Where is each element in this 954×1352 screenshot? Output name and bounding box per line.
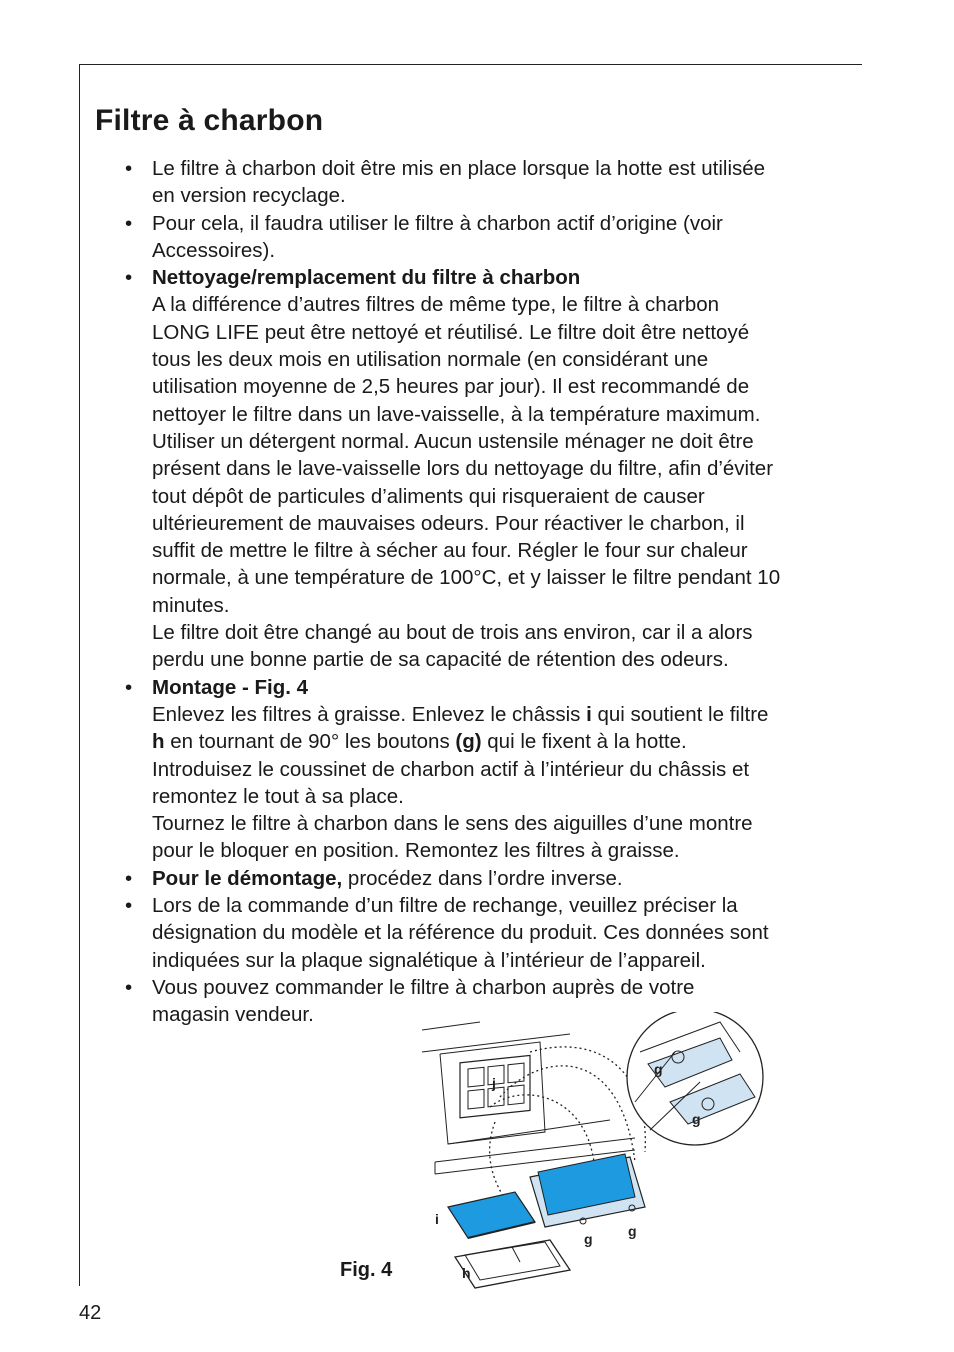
list-item-cleaning xyxy=(125,264,837,673)
text-line: indiquées sur la plaque signalétique à l’intérieur de l’appareil. xyxy=(152,948,706,972)
bullet: • xyxy=(125,894,133,918)
cleaning-heading: Nettoyage/remplacement du filtre à charbon xyxy=(152,266,581,290)
label-g: g xyxy=(628,1223,637,1239)
text-line: Le filtre doit être changé au bout de trois ans environ, car il a alors xyxy=(152,621,753,645)
text-line: présent dans le lave-vaisselle lors du nettoyage du filtre, afin d’éviter xyxy=(152,457,774,481)
instructions-list xyxy=(125,155,837,1029)
label-h: h xyxy=(462,1265,471,1281)
label-g: g xyxy=(692,1111,701,1127)
section-heading xyxy=(152,674,837,701)
text-line: pour le bloquer en position. Remontez les filtres à graisse. xyxy=(152,839,680,863)
bullet: • xyxy=(125,157,133,180)
text-line: Introduisez le coussinet de charbon actif à l’intérieur du châssis et xyxy=(152,757,750,781)
bullet: • xyxy=(125,975,133,999)
text-line: normale, à une température de 100°C, et y laisser le filtre pendant 10 xyxy=(152,566,781,590)
section-heading xyxy=(152,264,837,291)
text-line: Le filtre à charbon doit être mis en place lorsque la hotte est utilisée xyxy=(152,157,766,180)
text-line: ultérieurement de mauvaises odeurs. Pour réactiver le charbon, il xyxy=(152,511,745,535)
text-line: Pour cela, il faudra utiliser le filtre à charbon actif d’origine (voir xyxy=(152,211,723,235)
label-j: j xyxy=(492,1075,496,1091)
text-line: Vous pouvez commander le filtre à charbon auprès de votre xyxy=(152,975,695,999)
text-line: Accessoires). xyxy=(152,238,276,262)
text-line: suffit de mettre le filtre à sécher au four. Régler le four sur chaleur xyxy=(152,539,748,563)
bullet: • xyxy=(125,211,133,235)
list-item xyxy=(125,155,837,210)
text-line: Lors de la commande d’un filtre de rechange, veuillez préciser la xyxy=(152,894,738,918)
text-line: remontez le tout à sa place. xyxy=(152,784,404,808)
text-line: LONG LIFE peut être nettoyé et réutilisé. Le filtre doit être nettoyé xyxy=(152,320,750,344)
bullet: • xyxy=(125,266,133,290)
text-line: magasin vendeur. xyxy=(152,1003,314,1027)
charcoal-filter-right xyxy=(530,1154,645,1227)
text-line: Utiliser un détergent normal. Aucun ustensile ménager ne doit être xyxy=(152,429,754,453)
text-line: h en tournant de 90° les boutons (g) qui le fixent à la hotte. xyxy=(152,730,687,754)
list-item-montage xyxy=(125,674,837,865)
page-frame-left-rule xyxy=(79,64,80,1286)
figure-caption: Fig. 4 xyxy=(340,1259,393,1281)
page-title: Filtre à charbon xyxy=(95,104,324,137)
text-line: Pour le démontage, procédez dans l’ordre inverse. xyxy=(152,866,623,890)
text-line: Enlevez les filtres à graisse. Enlevez le châssis i qui soutient le filtre xyxy=(152,702,769,726)
text-line: Tournez le filtre à charbon dans le sens des aiguilles d’une montre xyxy=(152,812,753,836)
text-line: A la différence d’autres filtres de même type, le filtre à charbon xyxy=(152,293,720,317)
text-line: tout dépôt de particules d’aliments qui risqueraient de causer xyxy=(152,484,705,508)
list-item xyxy=(125,210,837,265)
page-number: 42 xyxy=(79,1302,102,1324)
label-i: i xyxy=(435,1211,439,1227)
label-g: g xyxy=(584,1231,593,1247)
bullet: • xyxy=(125,675,133,699)
text-line: en version recyclage. xyxy=(152,184,346,208)
list-item xyxy=(125,892,837,974)
text-line: minutes. xyxy=(152,593,230,617)
hood-drawing xyxy=(422,1022,635,1174)
figure-4-illustration xyxy=(420,1012,770,1292)
text-line: désignation du modèle et la référence du produit. Ces données sont xyxy=(152,921,769,945)
page-frame-top-rule xyxy=(79,64,862,65)
text-line: perdu une bonne partie de sa capacité de rétention des odeurs. xyxy=(152,648,729,672)
text-line: nettoyer le filtre dans un lave-vaisselle, à la température maximum. xyxy=(152,402,761,426)
text-line: tous les deux mois en utilisation normale (en considérant une xyxy=(152,348,709,372)
bullet: • xyxy=(125,866,133,890)
label-g: g xyxy=(654,1061,663,1077)
montage-heading: Montage - Fig. 4 xyxy=(152,675,309,699)
text-line: utilisation moyenne de 2,5 heures par jour). Il est recommandé de xyxy=(152,375,750,399)
list-item-disassembly xyxy=(125,865,837,892)
